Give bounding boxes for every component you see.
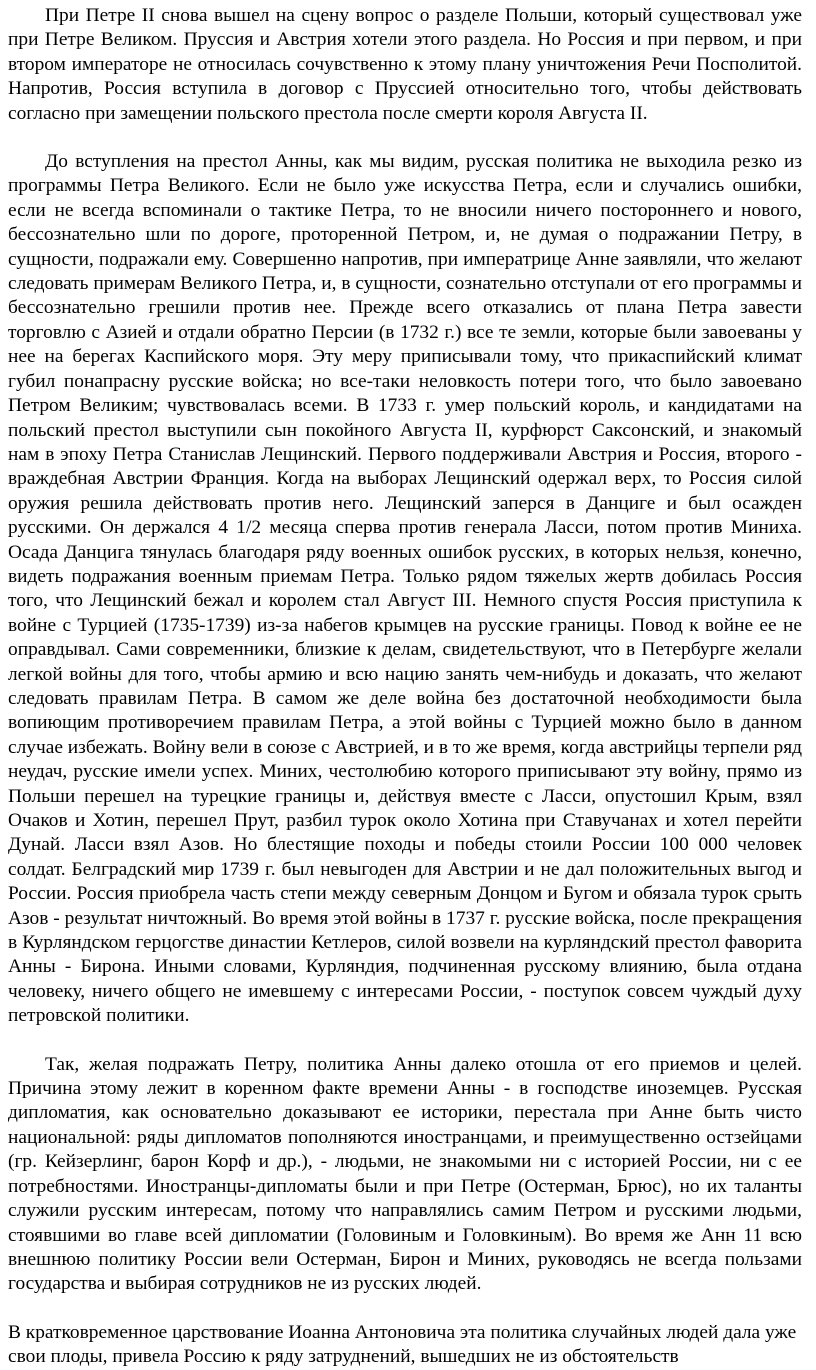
paragraph-4: В кратковременное царствование Иоанна Антоновича эта политика случайных людей дала уже свои плоды, привела Россию к ряду затруднений, вышедших не из обстоятельств — [8, 1321, 797, 1368]
paragraph-3: Так, желая подражать Петру, политика Анны далеко отошла от его приемов и целей. Причина этому лежит в коренном факте времени Анны - в господстве иноземцев. Русская дипломатия, как основательно доказывают ее историки, перестала при Анне быть чисто национальной: ряды дипломатов пополняются иностранцами, и преимущественно остзейцами (гр. Кейзерлинг, барон Корф и др.), - людьми, не знакомыми ни с историей России, ни с ее потребностями. Иностранцы-дипломаты были и при Петре (Остерман, Брюс), но их таланты служили русским интересам, потому что направлялись самим Петром и русскими людьми, стоявшими во главе всей дипломатии (Головиным и Головкиным). Во время же Анн 11 всю внешнюю политику России вели Остерман, Бирон и Миних, руководясь не всегда пользами государства и выбирая сотрудников не из русских людей. — [8, 1053, 802, 1295]
paragraph-1: При Петре II снова вышел на сцену вопрос о разделе Польши, который существовал уже при Петре Великом. Пруссия и Австрия хотели этого раздела. Но Россия и при первом, и при втором императоре не относилась сочувственно к этому плану уничтожения Речи Посполитой. Напротив, Россия вступила в договор с Пруссией относительно того, чтобы действовать согласно при замещении польского престола после смерти короля Августа II. — [8, 5, 802, 124]
paragraph-2: До вступления на престол Анны, как мы видим, русская политика не выходила резко из программы Петра Великого. Если не было уже искусства Петра, если и случались ошибки, если не всегда вспоминали о тактике Петра, то не вносили ничего постороннего и нового, бессознательно шли по дороге, проторенной Петром, и, не думая о подражании Петру, в сущности, подражали ему. Совершенно напротив, при императрице Анне заявляли, что желают следовать примерам Великого Петра, и, в сущности, сознательно отступали от его программы и бессознательно грешили против нее. Прежде всего отказались от плана Петра завести торговлю с Азией и отдали обратно Персии (в 1732 г.) все те земли, которые были завоеваны у нее на берегах Каспийского моря. Эту меру приписывали тому, что прикаспийский климат губил понапрасну русские войска; но все-таки неловкость потери того, что было завоевано Петром Великим; чувствовалась всеми. В 1733 г. умер польский король, и кандидатами на польский престол выступили сын покойного Августа II, курфюрст Саксонский, и знакомый нам в эпоху Петра Станислав Лещинский. Первого поддерживали Австрия и Россия, второго - враждебная Австрии Франция. Когда на выборах Лещинский одержал верх, то Россия силой оружия решила действовать против него. Лещинский заперся в Данциге и был осажден русскими. Он держался 4 1/2 месяца сперва против генерала Ласси, потом против Миниха. Осада Данцига тянулась благодаря ряду военных ошибок русских, в которых нельзя, конечно, видеть подражания военным приемам Петра. Только рядом тяжелых жертв добилась Россия того, что Лещинский бежал и королем стал Август III. Немного спустя Россия приступила к войне с Турцией (1735-1739) из-за набегов крымцев на русские границы. Повод к войне ее не оправдывал. Сами современники, близкие к делам, свидетельствуют, что в Петербурге желали легкой войны для того, чтобы армию и всю нацию занять чем-нибудь и доказать, что желают следовать правилам Петра. В самом же деле война без достаточной необходимости была вопиющим противоречием правилам Петра, а этой войны с Турцией можно было в данном случае избежать. Войну вели в союзе с Австрией, и в то же время, когда австрийцы терпели ряд неудач, русские имели успех. Миних, честолюбию которого приписывают эту войну, прямо из Польши перешел на турецкие границы и, действуя вместе с Ласси, опустошил Крым, взял Очаков и Хотин, перешел Прут, разбил турок около Хотина при Ставучанах и хотел перейти Дунай. Ласси взял Азов. Но блестящие походы и победы стоили России 100 000 человек солдат. Белградский мир 1739 г. был невыгоден для Австрии и не дал положительных выгод и России. Россия приобрела часть степи между северным Донцом и Бугом и обязала турок срыть Азов - результат ничтожный. Во время этой войны в 1737 г. русские войска, после прекращения в Курляндском герцогстве династии Кетлеров, силой возвели на курляндский престол фаворита Анны - Бирона. Иными словами, Курляндия, подчиненная русскому влиянию, была отдана человеку, ничего общего не имевшему с интересами России, - поступок совсем чуждый духу петровской политики. — [8, 151, 802, 1027]
